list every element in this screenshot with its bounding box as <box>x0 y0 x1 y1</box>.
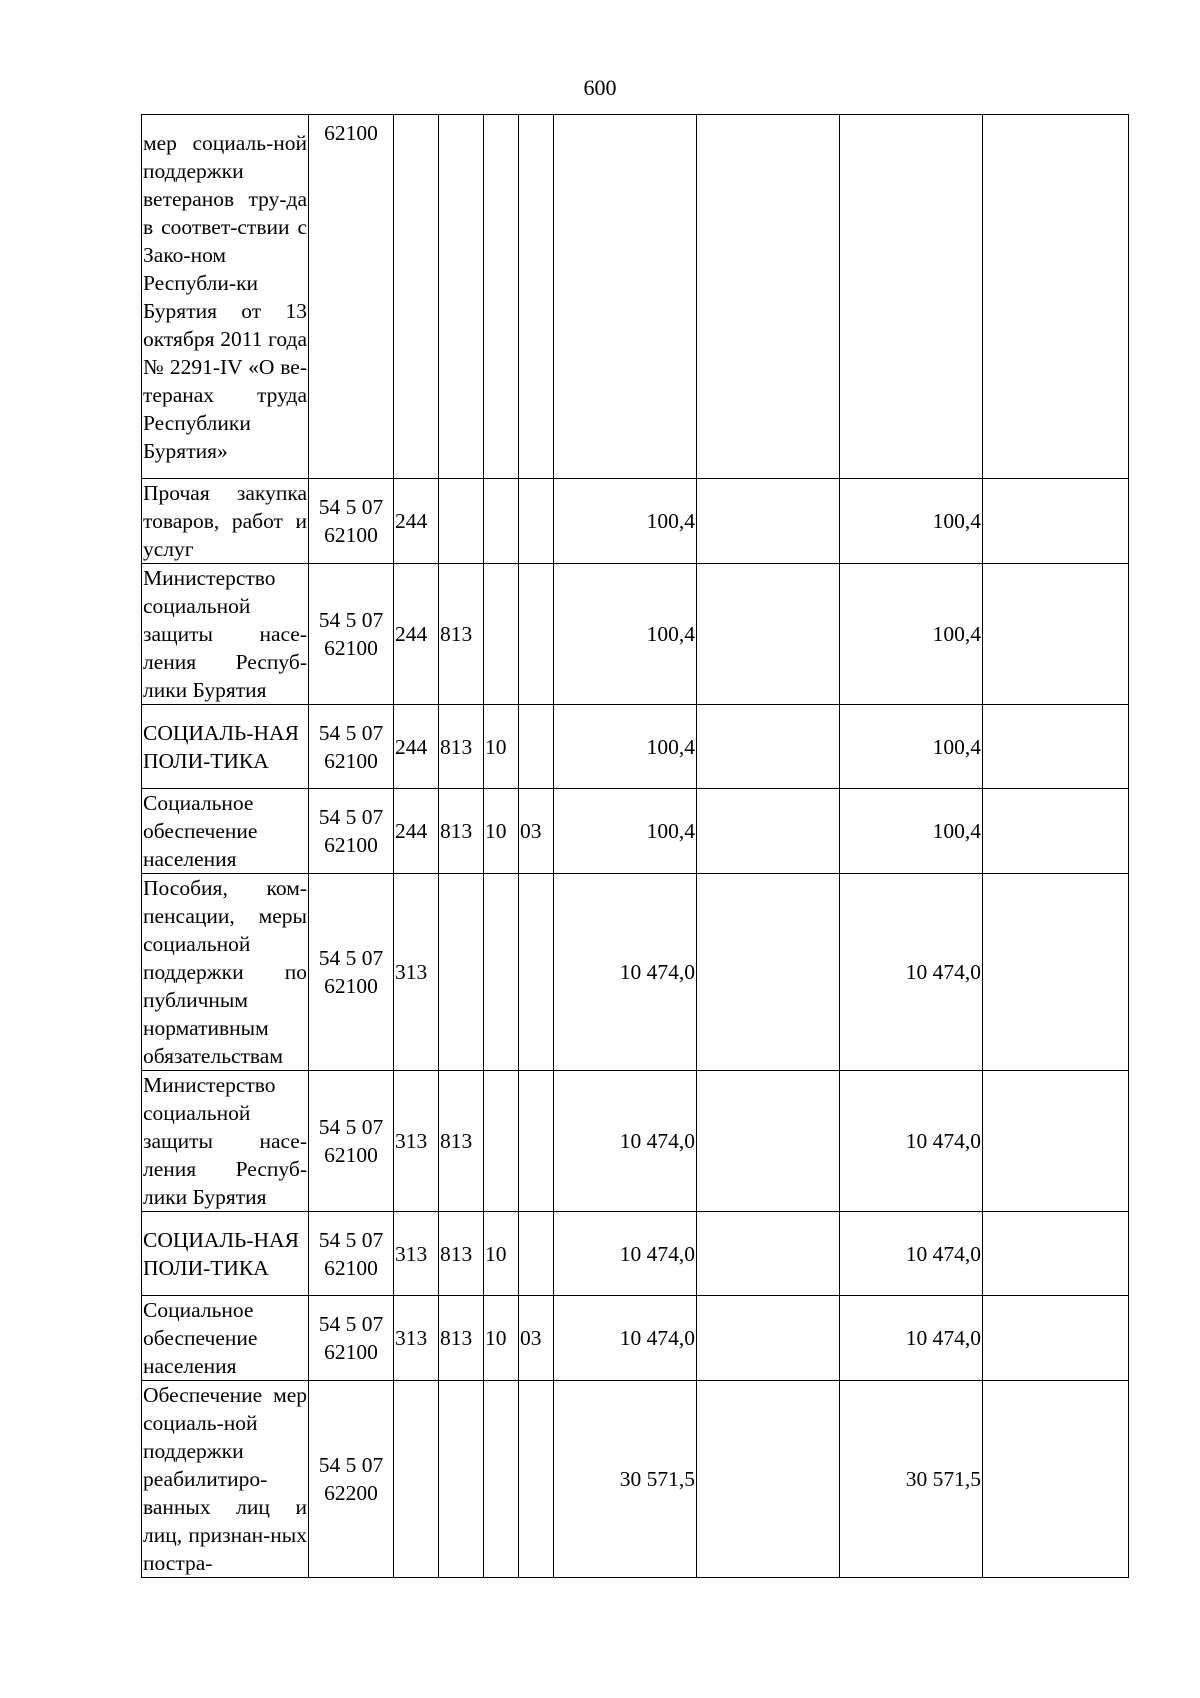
csr-code-line1: 54 5 07 <box>318 1312 384 1336</box>
amount-col-1: 10 474,0 <box>554 1296 697 1381</box>
amount-col-2 <box>697 479 840 564</box>
row-name: Социальное обеспечение населения <box>143 1298 258 1378</box>
table-row <box>142 115 1129 479</box>
amount-col-1: 100,4 <box>554 479 697 564</box>
vr-cell: 244 <box>394 705 439 789</box>
name-cell <box>142 1296 309 1381</box>
table-row <box>142 564 1129 705</box>
csr-code-line2: 62100 <box>324 974 378 998</box>
row-name: Министерство социальной защиты насе-ления Респуб-лики Бурятия <box>143 566 307 702</box>
name-cell <box>142 564 309 705</box>
grbs-cell <box>439 1381 484 1578</box>
pr-cell <box>519 564 554 705</box>
table-row <box>142 789 1129 874</box>
table-row <box>142 1071 1129 1212</box>
csr-code-line2: 62100 <box>324 1255 378 1280</box>
csr-code-line2: 62100 <box>324 523 378 547</box>
vr-cell: 313 <box>394 874 439 1071</box>
amount-col-3: 100,4 <box>840 789 983 874</box>
grbs-cell: 813 <box>439 1212 484 1296</box>
amount-col-3 <box>840 115 983 479</box>
vr-cell: 313 <box>394 1212 439 1296</box>
amount-col-3: 100,4 <box>840 479 983 564</box>
csr-cell <box>309 564 394 705</box>
table-row <box>142 1296 1129 1381</box>
amount-col-3: 100,4 <box>840 705 983 789</box>
rz-cell: 10 <box>484 789 519 874</box>
amount-col-2 <box>697 115 840 479</box>
row-name: Министерство социальной защиты насе-ления Респуб-лики Бурятия <box>143 1073 307 1209</box>
csr-cell <box>309 874 394 1071</box>
amount-col-4 <box>983 1381 1129 1578</box>
amount-col-3: 100,4 <box>840 564 983 705</box>
amount-col-4 <box>983 1071 1129 1212</box>
rz-cell <box>484 1381 519 1578</box>
amount-col-4 <box>983 115 1129 479</box>
vr-cell <box>394 1381 439 1578</box>
name-cell <box>142 1212 309 1296</box>
name-cell <box>142 479 309 564</box>
amount-col-3: 10 474,0 <box>840 874 983 1071</box>
vr-cell: 244 <box>394 564 439 705</box>
rz-cell: 10 <box>484 705 519 789</box>
pr-cell: 03 <box>519 789 554 874</box>
amount-col-4 <box>983 564 1129 705</box>
csr-code-line2: 62200 <box>324 1481 378 1505</box>
csr-code-line1: 54 5 07 <box>318 1227 384 1252</box>
name-cell <box>142 705 309 789</box>
csr-cell <box>309 705 394 789</box>
rz-cell <box>484 115 519 479</box>
csr-cell <box>309 1296 394 1381</box>
row-name: Обеспечение мер социаль-ной поддержки реабилитиро-ванных лиц и лиц, признан-ных постра- <box>143 1383 307 1575</box>
pr-cell <box>519 1071 554 1212</box>
rz-cell: 10 <box>484 1212 519 1296</box>
row-name: мер социаль-ной поддержки ветеранов тру-да в соответ-ствии с Зако-ном Республи-ки Бурятия от 13 октября 2011 года № 2291-IV «О ве-теранах труда Республики Бурятия» <box>143 130 307 463</box>
grbs-cell: 813 <box>439 789 484 874</box>
amount-col-1 <box>554 115 697 479</box>
csr-code-line1: 54 5 07 <box>318 946 384 970</box>
amount-col-2 <box>697 1296 840 1381</box>
pr-cell: 03 <box>519 1296 554 1381</box>
csr-code-line1: 54 5 07 <box>318 1115 384 1139</box>
table-row <box>142 1212 1129 1296</box>
row-name: Прочая закупка товаров, работ и услуг <box>143 481 307 561</box>
csr-code-line1: 54 5 07 <box>318 720 384 745</box>
csr-code-line1: 54 5 07 <box>318 1453 384 1477</box>
amount-col-4 <box>983 874 1129 1071</box>
grbs-cell: 813 <box>439 564 484 705</box>
grbs-cell <box>439 115 484 479</box>
csr-code-line1: 54 5 07 <box>318 805 384 829</box>
name-cell <box>142 789 309 874</box>
row-name: Пособия, ком-пенсации, меры социальной поддержки по публичным нормативным обязательствам <box>143 876 307 1068</box>
table-row <box>142 705 1129 789</box>
csr-code-line2: 62100 <box>324 636 378 660</box>
csr-cell <box>309 789 394 874</box>
rz-cell <box>484 1071 519 1212</box>
grbs-cell <box>439 874 484 1071</box>
amount-col-2 <box>697 705 840 789</box>
amount-col-1: 30 571,5 <box>554 1381 697 1578</box>
pr-cell <box>519 1212 554 1296</box>
pr-cell <box>519 874 554 1071</box>
amount-col-2 <box>697 1212 840 1296</box>
vr-cell: 244 <box>394 479 439 564</box>
grbs-cell: 813 <box>439 1296 484 1381</box>
rz-cell <box>484 564 519 705</box>
rz-cell: 10 <box>484 1296 519 1381</box>
csr-code-line2: 62100 <box>324 833 378 857</box>
amount-col-1: 100,4 <box>554 564 697 705</box>
amount-col-3: 10 474,0 <box>840 1296 983 1381</box>
name-cell <box>142 1381 309 1578</box>
amount-col-1: 100,4 <box>554 789 697 874</box>
name-cell <box>142 874 309 1071</box>
budget-table <box>141 114 1129 1578</box>
csr-cell <box>309 115 394 479</box>
table-row <box>142 479 1129 564</box>
amount-col-4 <box>983 479 1129 564</box>
rz-cell <box>484 479 519 564</box>
row-name: СОЦИАЛЬ-НАЯ ПОЛИ-ТИКА <box>143 1227 299 1280</box>
csr-cell <box>309 479 394 564</box>
amount-col-3: 30 571,5 <box>840 1381 983 1578</box>
rz-cell <box>484 874 519 1071</box>
csr-code-line2: 62100 <box>324 1143 378 1167</box>
table-row <box>142 1381 1129 1578</box>
amount-col-2 <box>697 874 840 1071</box>
row-name: Социальное обеспечение населения <box>143 791 258 871</box>
grbs-cell <box>439 479 484 564</box>
csr-code-line2: 62100 <box>324 748 378 773</box>
amount-col-1: 10 474,0 <box>554 1212 697 1296</box>
page-number: 600 <box>583 75 617 100</box>
row-name: СОЦИАЛЬ-НАЯ ПОЛИ-ТИКА <box>143 720 299 773</box>
amount-col-3: 10 474,0 <box>840 1071 983 1212</box>
name-cell <box>142 1071 309 1212</box>
amount-col-1: 10 474,0 <box>554 874 697 1071</box>
amount-col-2 <box>697 789 840 874</box>
pr-cell <box>519 705 554 789</box>
pr-cell <box>519 479 554 564</box>
vr-cell: 244 <box>394 789 439 874</box>
amount-col-2 <box>697 1071 840 1212</box>
grbs-cell: 813 <box>439 1071 484 1212</box>
csr-code-line1: 54 5 07 <box>318 495 384 519</box>
table-row <box>142 874 1129 1071</box>
name-cell <box>142 115 309 479</box>
table-body <box>142 115 1129 1578</box>
pr-cell <box>519 1381 554 1578</box>
csr-code-line1: 54 5 07 <box>318 608 384 632</box>
amount-col-2 <box>697 1381 840 1578</box>
amount-col-4 <box>983 1296 1129 1381</box>
vr-cell: 313 <box>394 1071 439 1212</box>
csr-cell <box>309 1071 394 1212</box>
csr-cell <box>309 1212 394 1296</box>
amount-col-1: 100,4 <box>554 705 697 789</box>
csr-cell <box>309 1381 394 1578</box>
amount-col-4 <box>983 789 1129 874</box>
csr-code-line2: 62100 <box>324 1340 378 1364</box>
amount-col-4 <box>983 705 1129 789</box>
grbs-cell: 813 <box>439 705 484 789</box>
vr-cell: 313 <box>394 1296 439 1381</box>
amount-col-1: 10 474,0 <box>554 1071 697 1212</box>
amount-col-2 <box>697 564 840 705</box>
csr-code-line1: 62100 <box>324 121 378 145</box>
amount-col-3: 10 474,0 <box>840 1212 983 1296</box>
pr-cell <box>519 115 554 479</box>
vr-cell <box>394 115 439 479</box>
amount-col-4 <box>983 1212 1129 1296</box>
